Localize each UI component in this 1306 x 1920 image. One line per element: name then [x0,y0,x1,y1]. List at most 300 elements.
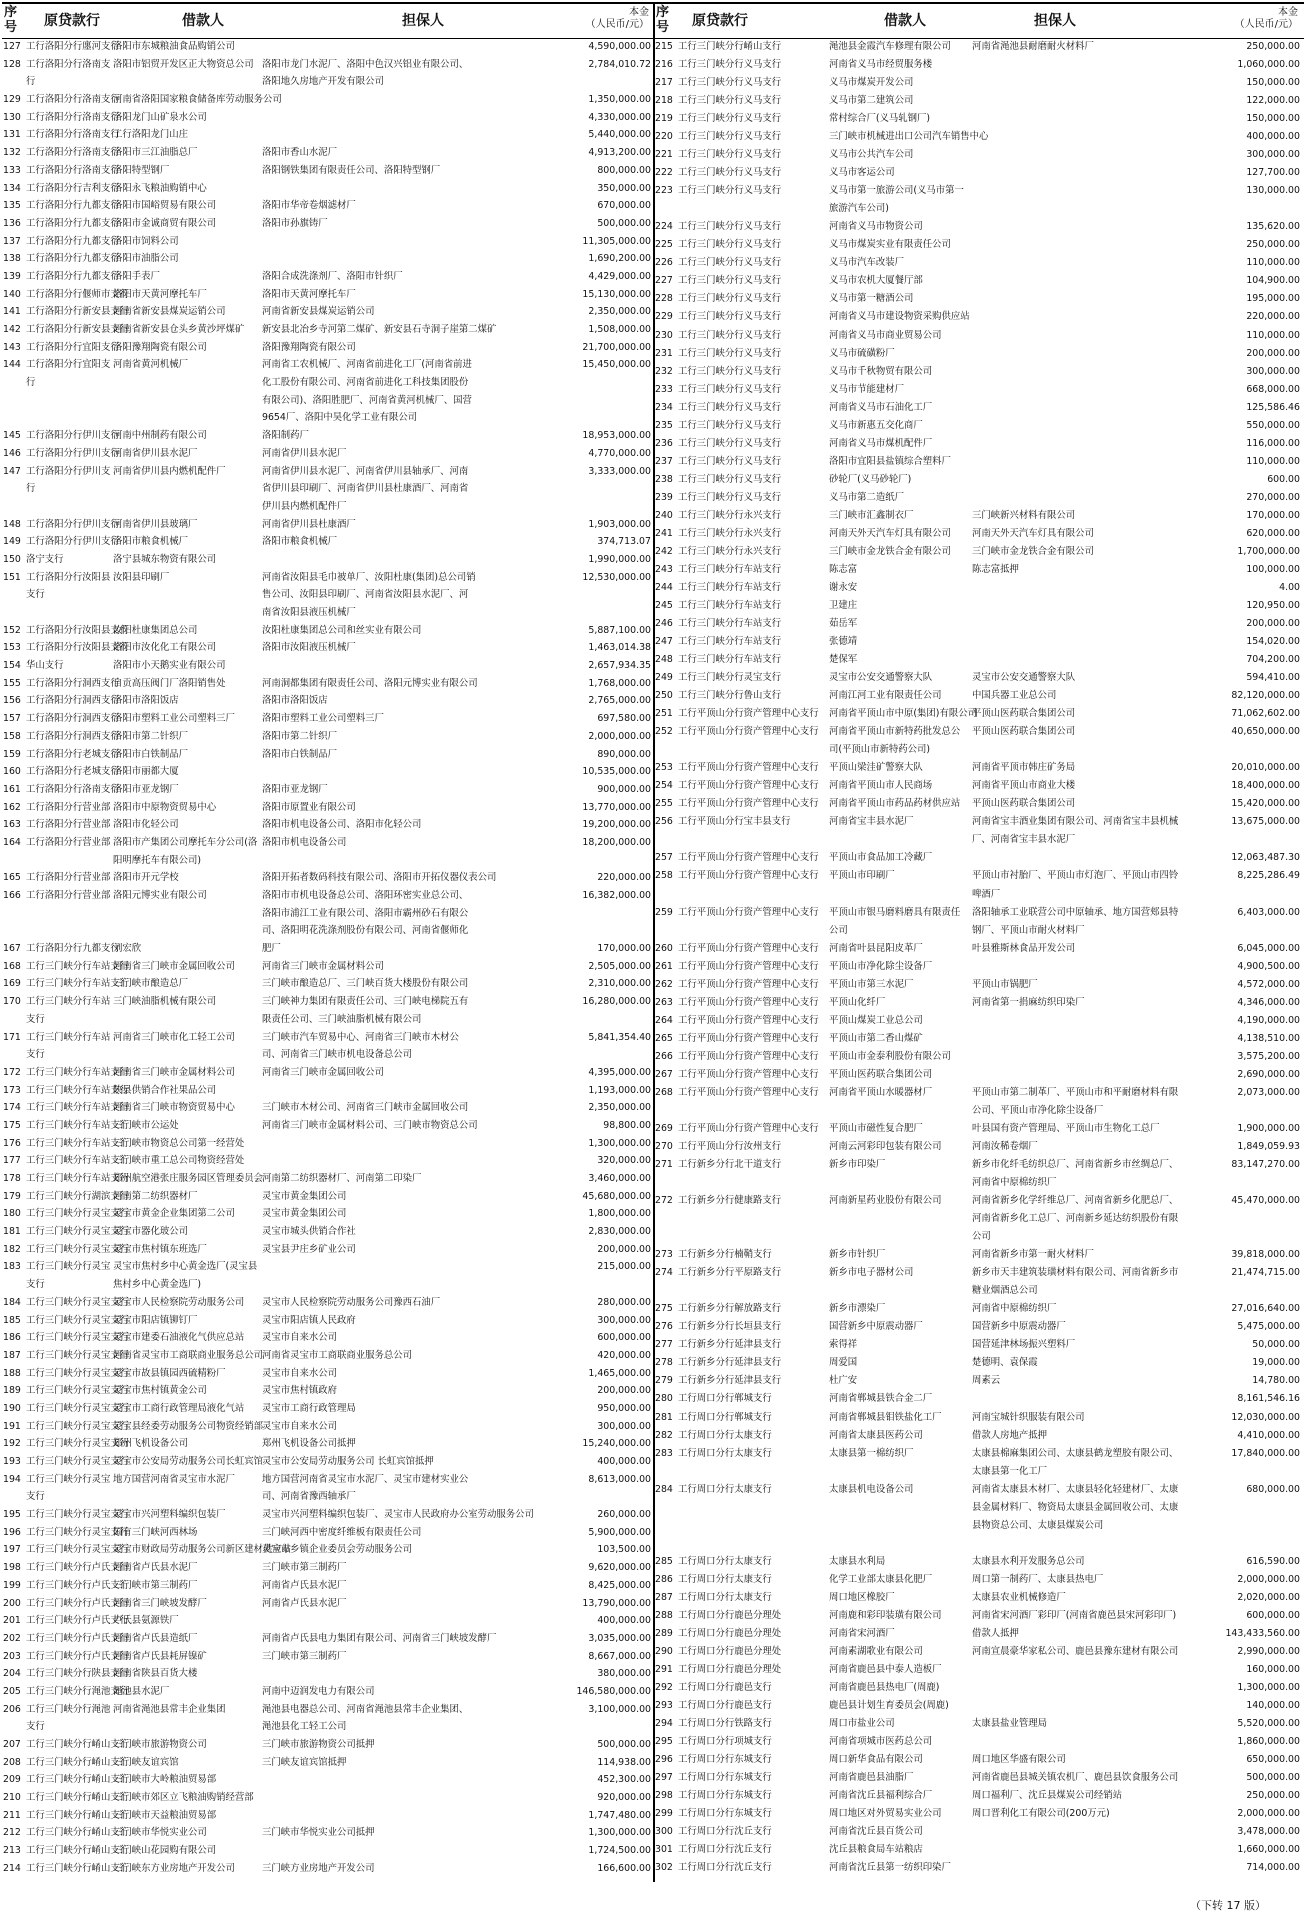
row-borrower: 三门峡油脂机械有限公司 [113,996,217,1008]
row-guarantor: 河南省卢氏县水泥厂 [262,1597,347,1609]
row-guarantor: 洛阳开拓者数码科技有限公司、洛阳市开拓仪器仪表公司 [262,872,497,884]
row-guarantor: 中国兵器工业总公司 [972,690,1057,702]
row-amount: 4,572,000.00 [1237,978,1300,990]
row-guarantor [262,1842,477,1860]
row-bank: 工行洛阳分行吉利支行 [26,182,120,194]
row-seq: 278 [655,1357,673,1369]
row-amount: 104,900.00 [1246,275,1300,287]
row-borrower: 平顶山市磁性复合肥厂 [829,1122,923,1134]
row-amount: 13,675,000.00 [1231,816,1300,828]
row-seq: 171 [3,1031,21,1043]
row-seq: 248 [655,654,673,666]
row-amount: 15,420,000.00 [1231,798,1300,810]
table-row [654,1697,1304,1715]
table-row [2,197,655,215]
row-seq: 170 [3,996,21,1008]
row-borrower: 灵宝市故县镇园西硫精粉厂 [113,1367,226,1379]
row-seq: 284 [655,1483,673,1495]
row-amount: 1,724,500.00 [588,1845,651,1857]
row-bank: 工行洛阳分行汝阳县支行 [26,642,130,654]
row-borrower: 义马市煤炭实业有限责任公司 [829,239,951,251]
row-guarantor: 三门峡市汽车贸易中心、河南省三门峡市木材公司、河南省三门峡市机电设备总公司 [262,1031,459,1061]
row-borrower: 张德靖 [829,636,858,648]
row-amount: 900,000.00 [597,783,651,795]
row-amount: 195,000.00 [1246,293,1300,305]
row-bank: 工行三门峡分行义马支行 [678,275,782,287]
table-row [654,471,1304,489]
row-seq: 226 [655,257,673,269]
row-seq: 179 [3,1190,21,1202]
row-guarantor: 平顶山医药联合集团公司 [972,726,1076,738]
table-row [654,1138,1304,1156]
row-amount: 616,590.00 [1246,1555,1300,1567]
row-seq: 202 [3,1632,21,1644]
table-row [2,675,655,693]
row-bank: 工行三门峡分行义马支行 [678,185,782,197]
row-bank: 工行三门峡分行车站支行 [26,1102,130,1114]
row-amount: 3,460,000.00 [588,1173,651,1185]
table-row [654,1372,1304,1390]
row-amount: 300,000.00 [1246,149,1300,161]
table-row [2,1223,655,1241]
table-row [654,1769,1304,1787]
row-seq: 145 [3,430,21,442]
row-seq: 215 [655,41,673,52]
table-row [2,816,655,834]
row-amount: 1,800,000.00 [588,1208,651,1220]
row-amount: 100,000.00 [1246,563,1300,575]
table-row [654,976,1304,994]
table-row [654,182,1304,218]
row-borrower: 杜广安 [829,1375,858,1387]
table-row [654,1048,1304,1066]
row-amount: 1,690,200.00 [588,253,651,265]
table-row [654,1030,1304,1048]
row-guarantor [262,233,477,251]
row-bank: 工行三门峡分行义马支行 [678,59,782,71]
row-borrower: 灵宝市公安局劳动服务公司长虹宾馆 [113,1456,264,1468]
row-borrower: 周口新华食品有限公司 [829,1754,923,1766]
row-seq: 189 [3,1385,21,1397]
row-seq: 282 [655,1429,673,1441]
row-amount: 250,000.00 [1246,41,1300,52]
row-bank: 工行平顶山分行资产管理中心支行 [678,1014,819,1026]
row-bank: 工行三门峡分行车站支行 [678,618,782,630]
row-borrower: 灵宝市公安交通警察大队 [829,672,933,684]
row-bank: 工行周口分行太康支行 [678,1573,772,1585]
row-bank: 工行洛阳分行洛南支行 [26,164,120,176]
row-bank: 工行平顶山分行资产管理中心支行 [678,942,819,954]
row-amount: 9,620,000.00 [588,1562,651,1574]
row-borrower: 洛阳手表厂 [113,270,160,282]
row-guarantor: 洛阳市市机电设备总公司、洛阳环密实业总公司、洛阳市浦江工业有限公司、洛阳市霸州砂石有限公司、洛阳明花洗涤剂股份有限公司、河南省偃师化肥厂 [262,890,469,955]
row-bank: 工行三门峡分行崤山支行 [26,1862,130,1874]
row-bank: 工行洛阳分行伊川支行 [26,536,120,548]
row-guarantor: 平顶山市锅肥厂 [972,978,1038,990]
table-row [2,1241,655,1259]
table-row [2,1099,655,1117]
row-bank: 工行三门峡分行永兴支行 [678,545,782,557]
row-borrower: 洛阳永飞粮油购销中心 [113,182,207,194]
row-seq: 208 [3,1756,21,1768]
table-row [2,321,655,339]
table-row [654,1589,1304,1607]
row-amount: 1,300,000.00 [588,1137,651,1149]
row-amount: 71,062,602.00 [1231,708,1300,720]
row-guarantor [972,74,1182,92]
row-amount: 260,000.00 [597,1509,651,1521]
row-amount: 3,575,200.00 [1237,1050,1300,1062]
row-guarantor [972,651,1182,669]
row-amount: 17,840,000.00 [1231,1447,1300,1459]
row-borrower: 河南省卢氏县耗屏镍矿 [113,1650,207,1662]
row-amount: 704,200.00 [1246,654,1300,666]
row-seq: 289 [655,1627,673,1639]
row-amount: 140,000.00 [1246,1700,1300,1712]
row-borrower: 河南省项城市医药总公司 [829,1736,933,1748]
row-borrower: 渑池县水泥厂 [113,1685,170,1697]
table-row [2,1082,655,1100]
row-guarantor: 洛阳市孙旗铸厂 [262,217,328,229]
row-bank: 工行洛阳分行洛南支行 [26,111,120,123]
row-bank: 工行洛阳分行九都支行 [26,943,120,955]
row-bank: 工行三门峡分行永兴支行 [678,509,782,521]
row-guarantor [262,763,477,781]
row-borrower: 郑州航空港张庄服务园区管理委员会 [113,1173,264,1185]
row-borrower: 谢永安 [829,581,858,593]
table-row [2,1789,655,1807]
row-guarantor [972,489,1182,507]
row-amount: 1,465,000.00 [588,1367,651,1379]
row-borrower: 楚保军 [829,654,858,666]
row-borrower: 工行洛阳龙门山庄 [113,129,189,141]
row-borrower: 三门峡市酿造总厂 [113,978,189,990]
row-amount: 1,849,059.93 [1237,1141,1300,1152]
row-amount: 8,161,546.16 [1237,1393,1300,1405]
row-guarantor: 三门峡市旅游物资公司抵押 [262,1739,375,1751]
row-seq: 240 [655,509,673,521]
row-bank: 工行三门峡分行义马支行 [678,329,782,341]
row-borrower: 河南省洛阳国家粮食储备库劳动服务公司 [113,94,282,106]
row-borrower: 汝阳县印刷厂 [113,571,170,583]
table-row [654,1354,1304,1372]
row-amount: 125,586.46 [1246,401,1300,413]
row-borrower: 三门峡市物资总公司第一经营处 [113,1137,245,1149]
table-row [654,272,1304,290]
row-amount: 6,045,000.00 [1237,942,1300,954]
table-row [2,533,655,551]
row-bank: 工行三门峡分行灵宝支行 [26,1349,130,1361]
row-amount: 2,000,000.00 [588,730,651,742]
row-seq: 262 [655,978,673,990]
row-seq: 143 [3,341,21,353]
row-borrower: 周口地区橡胶厂 [829,1591,895,1603]
table-row [2,763,655,781]
row-borrower: 洛阳市产集团公司摩托车分公司(洛阳明摩托车有限公司) [113,836,258,866]
row-guarantor [972,1841,1182,1859]
row-guarantor [262,180,477,198]
row-borrower: 化学工业部太康县化肥厂 [829,1573,933,1585]
row-borrower: 陈志富 [829,563,858,575]
row-guarantor: 周口第一制药厂、太康县热电厂 [972,1573,1104,1585]
row-borrower: 河南省陕县百货大楼 [113,1668,198,1680]
row-borrower: 义马市节能建材厂 [829,383,905,395]
row-seq: 146 [3,447,21,459]
row-borrower: 平顶山市食品加工冷藏厂 [829,852,933,864]
table-row [2,1612,655,1630]
row-seq: 261 [655,960,673,972]
row-guarantor: 灵宝市黄金集团公司 [262,1208,347,1220]
table-row [654,1679,1304,1697]
row-seq: 134 [3,182,21,194]
row-borrower: 洛阳元博实业有限公司 [113,890,207,902]
table-row [2,993,655,1028]
row-guarantor: 洛阳市第二针织厂 [262,730,338,742]
row-amount: 600,000.00 [1246,1609,1300,1621]
header-seq: 序号 [4,5,18,35]
row-guarantor [972,1048,1182,1066]
table-row [2,569,655,622]
row-amount: 1,300,000.00 [1237,1682,1300,1694]
table-row [654,218,1304,236]
row-seq: 274 [655,1267,673,1279]
row-seq: 288 [655,1609,673,1621]
row-bank: 工行平顶山分行资产管理中心支行 [678,1032,819,1044]
table-row [2,1365,655,1383]
row-seq: 213 [3,1845,21,1857]
row-guarantor: 河南洞都集团有限责任公司、洛阳元博实业有限公司 [262,677,478,689]
row-guarantor: 灵宝市公安局劳动服务公司 长虹宾馆抵押 [262,1456,434,1468]
row-seq: 279 [655,1375,673,1387]
row-bank: 工行新乡分行楠鞘支行 [678,1249,772,1261]
row-borrower: 河南省宋河酒厂 [829,1627,895,1639]
row-borrower: 河南省三门峡市物资贸易中心 [113,1102,235,1114]
row-amount: 220,000.00 [597,872,651,884]
row-guarantor: 汝阳杜康集团总公司和丝实业有限公司 [262,624,422,636]
row-seq: 183 [3,1261,21,1273]
row-amount: 680,000.00 [1246,1483,1300,1495]
row-bank: 工行三门峡分行灵宝支行 [26,1226,130,1238]
row-guarantor: 三门峡河西中密度纤维板有限责任公司 [262,1526,422,1538]
row-bank: 工行洛阳分行九都支行 [26,235,120,247]
table-row [2,1524,655,1542]
row-bank: 工行洛阳分行九都支行 [26,270,120,282]
table-row [2,516,655,534]
row-amount: 130,000.00 [1246,185,1300,197]
row-bank: 工行平顶山分行资产管理中心支行 [678,780,819,792]
row-amount: 200,000.00 [1246,347,1300,359]
row-borrower: 义马市新惠五交化商厂 [829,419,923,431]
row-bank: 工行平顶山分行资产管理中心支行 [678,1050,819,1062]
table-row [2,1559,655,1577]
row-amount: 4,330,000.00 [588,111,651,123]
row-guarantor [972,958,1182,976]
row-seq: 149 [3,536,21,548]
row-guarantor [972,1066,1182,1084]
table-row [2,639,655,657]
row-bank: 工行三门峡分行义马支行 [678,419,782,431]
row-guarantor [972,435,1182,453]
row-seq: 264 [655,1014,673,1026]
table-row [654,345,1304,363]
row-borrower: 灵宝市建委石油液化气供应总站 [113,1332,245,1344]
row-borrower: 三门峡市大岭粮油贸易部 [113,1774,217,1786]
row-amount: 2,310,000.00 [588,978,651,990]
row-borrower: 义马市第二造纸厂 [829,491,905,503]
row-bank: 工行三门峡分行义马支行 [678,347,782,359]
row-guarantor [262,1807,477,1825]
row-seq: 203 [3,1650,21,1662]
row-bank: 工行洛阳分行新安县支行 [26,324,130,335]
row-bank: 工行三门峡分行车站支行 [26,1137,130,1149]
row-seq: 299 [655,1808,673,1820]
table-row [2,1329,655,1347]
row-seq: 239 [655,491,673,503]
row-amount: 13,790,000.00 [582,1597,651,1609]
row-bank: 工行平顶山分行资产管理中心支行 [678,1122,819,1134]
row-amount: 420,000.00 [597,1349,651,1361]
row-guarantor [262,126,477,144]
row-amount: 150,000.00 [1246,113,1300,125]
table-row [2,958,655,976]
row-borrower: 河南省义马市石油化工厂 [829,401,933,413]
table-row [2,1736,655,1754]
row-bank: 工行平顶山分行资产管理中心支行 [678,1068,819,1080]
row-amount: 2,505,000.00 [588,960,651,972]
row-seq: 150 [3,553,21,565]
row-amount: 2,690,000.00 [1237,1068,1300,1080]
row-guarantor: 借款人房地产抵押 [972,1429,1048,1441]
table-row [654,110,1304,128]
row-seq: 175 [3,1119,21,1131]
table-row [2,746,655,764]
row-amount: 400,000.00 [1246,131,1300,143]
row-borrower: 茹岳军 [829,618,858,630]
row-bank: 工行周口分行铁路支行 [678,1718,772,1730]
row-borrower: 灵宝市器化玻公司 [113,1226,189,1238]
row-guarantor [262,551,477,569]
row-bank: 工行三门峡分行灵宝支行 [26,1438,130,1450]
row-bank: 工行周口分行沈丘支行 [678,1826,772,1838]
row-bank: 工行洛阳分行老城支行 [26,766,120,778]
table-row [2,1541,655,1559]
row-bank: 工行新乡分行解放路支行 [678,1303,782,1315]
row-seq: 269 [655,1122,673,1134]
row-seq: 236 [655,437,673,449]
row-bank: 工行洛阳分行洞西支行 [26,713,120,725]
row-seq: 153 [3,642,21,654]
table-row [2,1418,655,1436]
row-amount: 82,120,000.00 [1231,690,1300,702]
table-row [2,1648,655,1666]
row-bank: 工行洛阳分行伊川支行 [26,465,111,495]
row-seq: 188 [3,1367,21,1379]
row-bank: 工行周口分行太康支行 [678,1429,772,1441]
row-bank: 工行平顶山分行资产管理中心支行 [678,1086,819,1098]
right-rows [654,38,1304,1877]
row-borrower: 周口市盐业公司 [829,1718,895,1730]
row-borrower: 常村综合厂(义马轧钢厂) [829,113,931,125]
table-row [2,445,655,463]
row-bank: 工行平顶山分行资产管理中心支行 [678,762,819,774]
row-seq: 176 [3,1137,21,1149]
row-amount: 668,000.00 [1246,383,1300,395]
row-amount: 12,030,000.00 [1231,1411,1300,1423]
row-bank: 工行三门峡分行义马支行 [678,437,782,449]
row-bank: 工行周口分行太康支行 [678,1447,772,1459]
row-borrower: 河南省太康县医药公司 [829,1429,923,1441]
table-row [654,507,1304,525]
row-bank: 工行三门峡分行永兴支行 [678,527,782,539]
row-amount: 1,747,480.00 [588,1809,651,1821]
row-seq: 237 [655,455,673,467]
row-amount: 600,000.00 [597,1332,651,1344]
row-bank: 工行洛阳分行偃师市支行 [26,288,130,300]
table-row [654,867,1304,903]
row-guarantor [972,417,1182,435]
row-amount: 890,000.00 [597,748,651,760]
row-borrower: 洛阳市中原物资贸易中心 [113,801,217,813]
row-amount: 120,950.00 [1246,599,1300,611]
row-seq: 247 [655,636,673,648]
row-amount: 2,000,000.00 [1237,1573,1300,1585]
row-bank: 工行三门峡分行车站支行 [26,1119,130,1131]
row-amount: 2,657,934.35 [588,660,651,672]
row-bank: 工行三门峡分行义马支行 [678,221,782,233]
row-bank: 工行洛阳分行洞西支行 [26,695,120,707]
row-amount: 5,440,000.00 [588,129,651,141]
row-amount: 5,900,000.00 [588,1526,651,1538]
row-amount: 300,000.00 [1246,365,1300,377]
row-amount: 110,000.00 [1246,257,1300,269]
row-amount: 10,535,000.00 [582,766,651,778]
row-guarantor: 平顶山医药联合集团公司 [972,708,1076,720]
row-bank: 工行洛阳分行洛南支行 [26,147,120,159]
row-borrower: 平顶山市第三水泥厂 [829,978,914,990]
row-amount: 5,887,100.00 [588,624,651,636]
row-bank: 工行三门峡分行车站支行 [26,978,130,990]
row-seq: 230 [655,329,673,341]
row-seq: 167 [3,943,21,955]
row-borrower: 周爱国 [829,1357,858,1369]
row-guarantor: 灵宝市兴河塑料编织包装厂、灵宝市人民政府办公室劳动服务公司 [262,1509,534,1521]
row-guarantor [972,1733,1182,1751]
row-seq: 127 [3,41,21,52]
row-seq: 163 [3,819,21,831]
row-guarantor [972,615,1182,633]
row-amount: 697,580.00 [597,713,651,725]
row-borrower: 平顶山化纤厂 [829,996,886,1008]
row-amount: 1,193,000.00 [588,1084,651,1096]
row-amount: 39,818,000.00 [1231,1249,1300,1261]
row-borrower: 河南省三门峡市金属材料公司 [113,1066,235,1078]
header-borrower: 借款人 [884,13,926,29]
row-bank: 工行三门峡分行义马支行 [678,383,782,395]
row-guarantor: 三门峡神力集团有限责任公司、三门峡电梯院五有限责任公司、三门峡油脂机械有限公司 [262,996,469,1025]
row-borrower: 河南省卢氏县造纸厂 [113,1632,198,1644]
table-row [654,795,1304,813]
row-seq: 184 [3,1296,21,1308]
row-guarantor [262,1665,477,1683]
row-seq: 173 [3,1084,21,1096]
row-amount: 15,130,000.00 [582,288,651,300]
row-amount: 4,429,000.00 [588,270,651,282]
row-bank: 工行三门峡分行车站支行 [678,636,782,648]
continued-note: （下转 17 版） [1190,1899,1266,1912]
row-seq: 193 [3,1456,21,1468]
table-row [654,543,1304,561]
row-borrower: 河南省三门峡市金属回收公司 [113,960,235,972]
